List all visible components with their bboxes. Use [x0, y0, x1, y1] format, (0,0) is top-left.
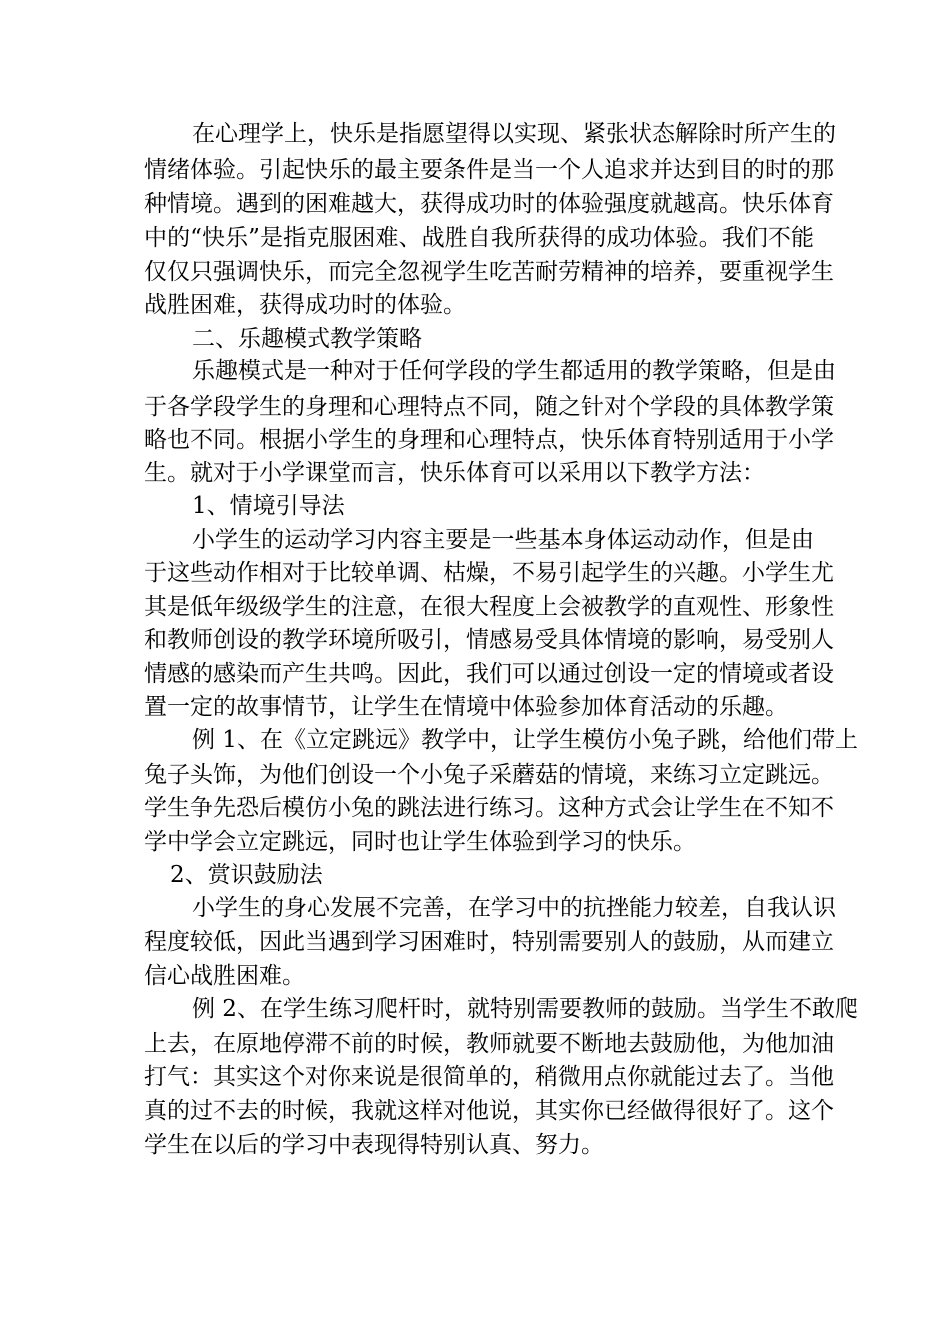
paragraph-line: 学中学会立定跳远，同时也让学生体验到学习的快乐。 [144, 829, 696, 855]
paragraph-line: 其是低年级级学生的注意，在很大程度上会被教学的直观性、形象性 [144, 594, 834, 620]
paragraph-line: 略也不同。根据小学生的身理和心理特点，快乐体育特别适用于小学 [144, 427, 834, 453]
paragraph-line: 信心战胜困难。 [144, 963, 305, 989]
subsection-heading: 2、赏识鼓励法 [170, 862, 323, 888]
paragraph-line: 真的过不去的时候，我就这样对他说，其实你已经做得很好了。这个 [144, 1098, 834, 1124]
paragraph-line: 小学生的运动学习内容主要是一些基本身体运动动作，但是由 [192, 527, 814, 553]
paragraph-line: 打气：其实这个对你来说是很简单的，稍微用点你就能过去了。当他 [144, 1064, 834, 1090]
paragraph-line: 情感的感染而产生共鸣。因此，我们可以通过创设一定的情境或者设 [144, 661, 834, 687]
paragraph-line: 学生在以后的学习中表现得特别认真、努力。 [144, 1132, 604, 1158]
paragraph-line: 情绪体验。引起快乐的最主要条件是当一个人追求并达到目的时的那 [144, 157, 834, 183]
paragraph-line: 学生争先恐后模仿小兔的跳法进行练习。这种方式会让学生在不知不 [144, 795, 834, 821]
paragraph-line: 中的“快乐”是指克服困难、战胜自我所获得的成功体验。我们不能 [144, 225, 814, 251]
paragraph-line: 小学生的身心发展不完善，在学习中的抗挫能力较差，自我认识 [192, 895, 836, 921]
paragraph-line: 例 2、在学生练习爬杆时，就特别需要教师的鼓励。当学生不敢爬 [192, 996, 858, 1022]
paragraph-line: 在心理学上，快乐是指愿望得以实现、紧张状态解除时所产生的 [192, 121, 836, 147]
section-heading: 二、乐趣模式教学策略 [192, 326, 422, 352]
paragraph-line: 上去，在原地停滞不前的时候，教师就要不断地去鼓励他，为他加油 [144, 1031, 834, 1057]
paragraph-line: 兔子头饰，为他们创设一个小兔子采蘑菇的情境，来练习立定跳远。 [144, 762, 834, 788]
paragraph-line: 生。就对于小学课堂而言，快乐体育可以采用以下教学方法： [144, 460, 765, 486]
paragraph-line: 战胜困难，获得成功时的体验。 [144, 292, 466, 318]
paragraph-line: 于各学段学生的身理和心理特点不同，随之针对个学段的具体教学策 [144, 394, 834, 420]
paragraph-line: 和教师创设的教学环境所吸引，情感易受具体情境的影响，易受别人 [144, 627, 834, 653]
paragraph-line: 乐趣模式是一种对于任何学段的学生都适用的教学策略，但是由 [192, 358, 836, 384]
paragraph-line: 仅仅只强调快乐，而完全忽视学生吃苦耐劳精神的培养，要重视学生 [144, 259, 834, 285]
paragraph-line: 置一定的故事情节，让学生在情境中体验参加体育活动的乐趣。 [144, 694, 788, 720]
paragraph-line: 种情境。遇到的困难越大，获得成功时的体验强度就越高。快乐体育 [144, 191, 834, 217]
paragraph-line: 程度较低，因此当遇到学习困难时，特别需要别人的鼓励，从而建立 [144, 929, 834, 955]
paragraph-line: 例 1、在《立定跳远》教学中，让学生模仿小兔子跳，给他们带上 [192, 727, 858, 753]
subsection-heading: 1、情境引导法 [192, 493, 345, 519]
paragraph-line: 于这些动作相对于比较单调、枯燥，不易引起学生的兴趣。小学生尤 [144, 560, 834, 586]
